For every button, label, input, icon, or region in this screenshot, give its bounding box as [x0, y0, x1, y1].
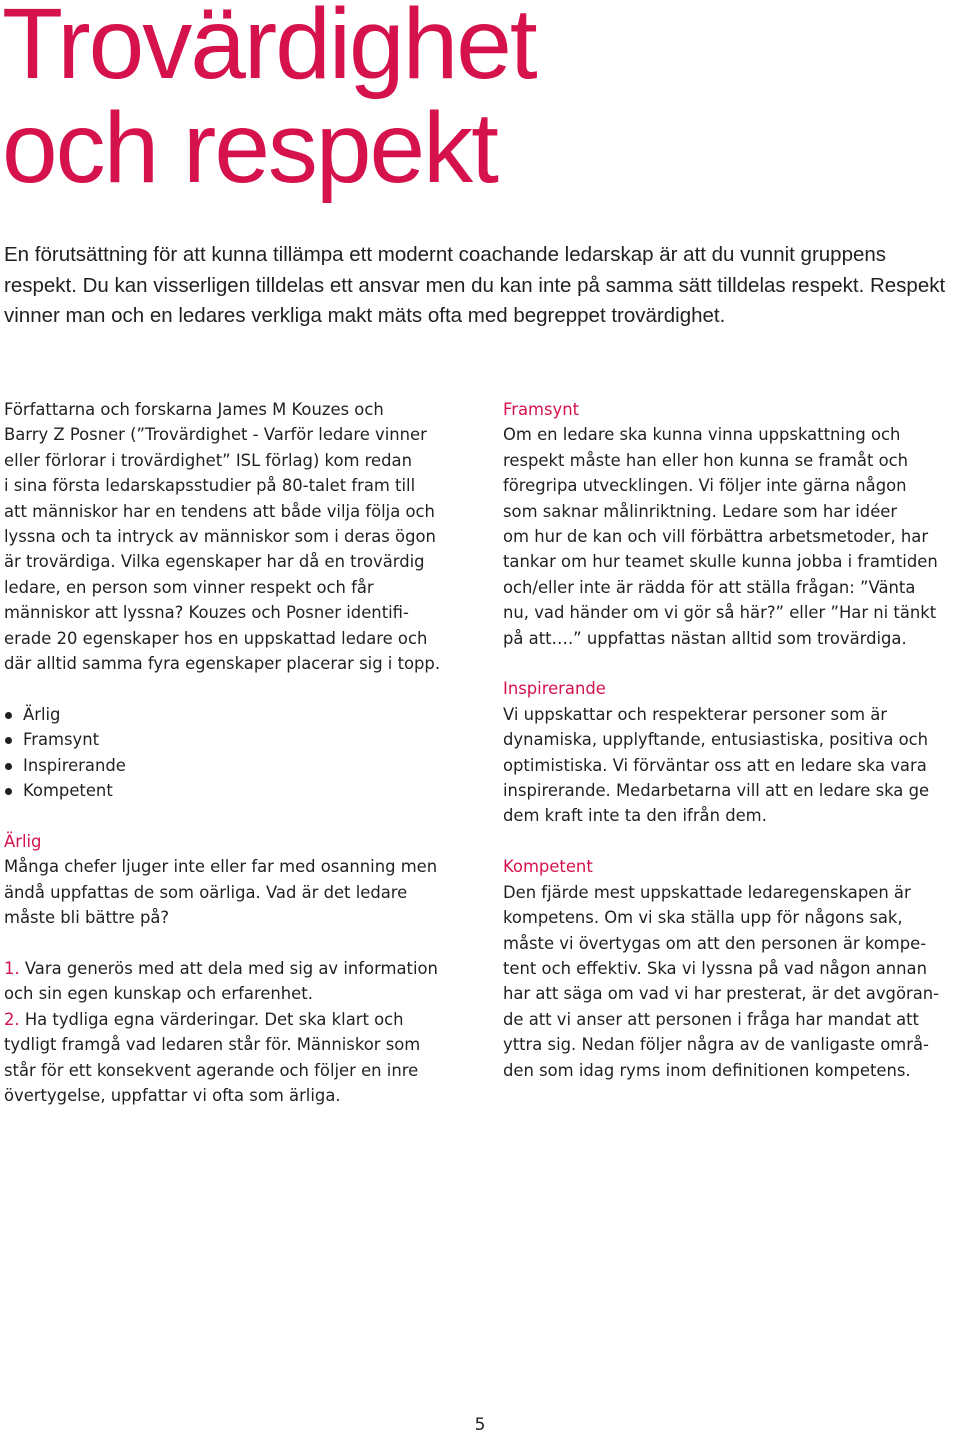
text-line: Författarna och forskarna James M Kouzes och [4, 400, 384, 419]
text-line: i sina första ledarskapsstudier på 80-talet fram till [4, 476, 416, 496]
text-line: tankar om hur teamet skulle kunna jobba i framtiden [503, 552, 938, 572]
spacer [4, 931, 474, 956]
list-item: Framsynt [4, 727, 474, 752]
page-number: 5 [474, 1415, 486, 1435]
text-line: övertygelse, uppfattar vi ofta som ärliga. [4, 1085, 341, 1105]
spacer [4, 676, 474, 701]
point-1 [4, 956, 474, 1007]
point-number: 1. [4, 958, 20, 978]
page-title [2, 0, 536, 204]
framsynt-paragraph [503, 422, 958, 651]
text-line: den som idag ryms inom definitionen kompetens. [503, 1060, 911, 1080]
title-line-1: Trovärdighet [2, 0, 536, 100]
text-line: tent och effektiv. Ska vi lyssna på vad någon annan [503, 958, 927, 978]
text-line: där alltid samma fyra egenskaper placerar sig i topp. [4, 654, 441, 674]
text-line: kompetens. Om vi ska ställa upp för någons sak, [503, 908, 903, 928]
title-line-2: och respekt [2, 92, 497, 204]
text-line: står för ett konsekvent agerande och följer en inre [4, 1060, 419, 1080]
kompetent-paragraph [503, 880, 958, 1083]
text-line: Vi uppskattar och respekterar personer som är [503, 704, 888, 724]
list-item: Inspirerande [4, 753, 474, 778]
text-line: ändå uppfattas de som oärliga. Vad är det ledare [4, 882, 408, 902]
section-heading-kompetent: Kompetent [503, 857, 593, 877]
text-line: erade 20 egenskaper hos en uppskattad ledare och [4, 628, 428, 648]
spacer [503, 829, 958, 854]
text-line: har att säga om vad vi har presterat, är det avgöran- [503, 984, 940, 1004]
section-heading-arlig: Ärlig [4, 831, 42, 851]
arlig-paragraph [4, 854, 474, 930]
text-line: och sin egen kunskap och erfarenhet. [4, 984, 313, 1004]
left-column [4, 397, 474, 1108]
text-line: nu, vad händer om vi gör så här?” eller ”Har ni tänkt [503, 603, 937, 623]
text-line: lyssna och ta intryck av människor som i deras ögon [4, 527, 436, 547]
text-line: måste bli bättre på? [4, 908, 170, 928]
text-line: optimistiska. Vi förväntar oss att en ledare ska vara [503, 755, 927, 775]
spacer [4, 803, 474, 828]
text-line: Den fjärde mest uppskattade ledaregenskapen är [503, 882, 911, 902]
author-paragraph [4, 397, 474, 676]
section-heading-inspirerande: Inspirerande [503, 679, 606, 699]
text-line: om hur de kan och vill förbättra arbetsmetoder, har [503, 527, 929, 547]
text-line: ledare, en person som vinner respekt och får [4, 577, 374, 597]
right-column [503, 397, 958, 1083]
text-line: tydligt framgå vad ledaren står för. Människor som [4, 1035, 421, 1055]
qualities-list [4, 702, 474, 804]
list-item: Kompetent [4, 778, 474, 803]
inspirerande-paragraph [503, 702, 958, 829]
text-line: yttra sig. Nedan följer några av de vanligaste områ- [503, 1035, 929, 1055]
text-line: Om en ledare ska kunna vinna uppskattning och [503, 425, 901, 445]
text-line: dem kraft inte ta den ifrån dem. [503, 806, 767, 826]
point-2 [4, 1007, 474, 1109]
text-line: Barry Z Posner (”Trovärdighet - Varför ledare vinner [4, 425, 427, 445]
spacer [503, 651, 958, 676]
list-item: Ärlig [4, 702, 474, 727]
text-line: som saknar målinriktning. Ledare som har idéer [503, 501, 898, 521]
text-line: inspirerande. Medarbetarna vill att en ledare ska ge [503, 781, 930, 801]
text-line: människor att lyssna? Kouzes och Posner identifi- [4, 603, 409, 623]
text-line: eller förlorar i trovärdighet” ISL förlag) kom redan [4, 450, 412, 470]
intro-paragraph: En förutsättning för att kunna tillämpa ett modernt coachande ledarskap är att du vunnit gruppens respekt. Du kan visserligen tilldelas ett ansvar men du kan inte på samma sätt tilldelas respekt. Respekt vinner man och en ledares verkliga makt mäts ofta med begreppet trovärdighet. [4, 243, 946, 327]
section-heading-framsynt: Framsynt [503, 400, 580, 419]
text-line: respekt måste han eller hon kunna se framåt och [503, 450, 909, 470]
text-line: Vara generös med att dela med sig av information [19, 958, 438, 978]
text-line: och/eller inte är rädda för att ställa frågan: ”Vänta [503, 577, 916, 597]
text-line: de att vi anser att personen i fråga har mandat att [503, 1009, 919, 1029]
text-line: måste vi övertygas om att den personen är kompe- [503, 933, 927, 953]
text-line: att människor har en tendens att både vilja följa och [4, 501, 435, 521]
point-number: 2. [4, 1009, 20, 1029]
text-line: Många chefer ljuger inte eller far med osanning men [4, 857, 438, 877]
text-line: Ha tydliga egna värderingar. Det ska klart och [19, 1009, 404, 1029]
text-line: är trovärdiga. Vilka egenskaper har då en trovärdig [4, 552, 425, 572]
text-line: på att….” uppfattas nästan alltid som trovärdiga. [503, 628, 907, 648]
text-line: föregripa utvecklingen. Vi följer inte gärna någon [503, 476, 907, 496]
text-line: dynamiska, upplyftande, entusiastiska, positiva och [503, 730, 929, 750]
